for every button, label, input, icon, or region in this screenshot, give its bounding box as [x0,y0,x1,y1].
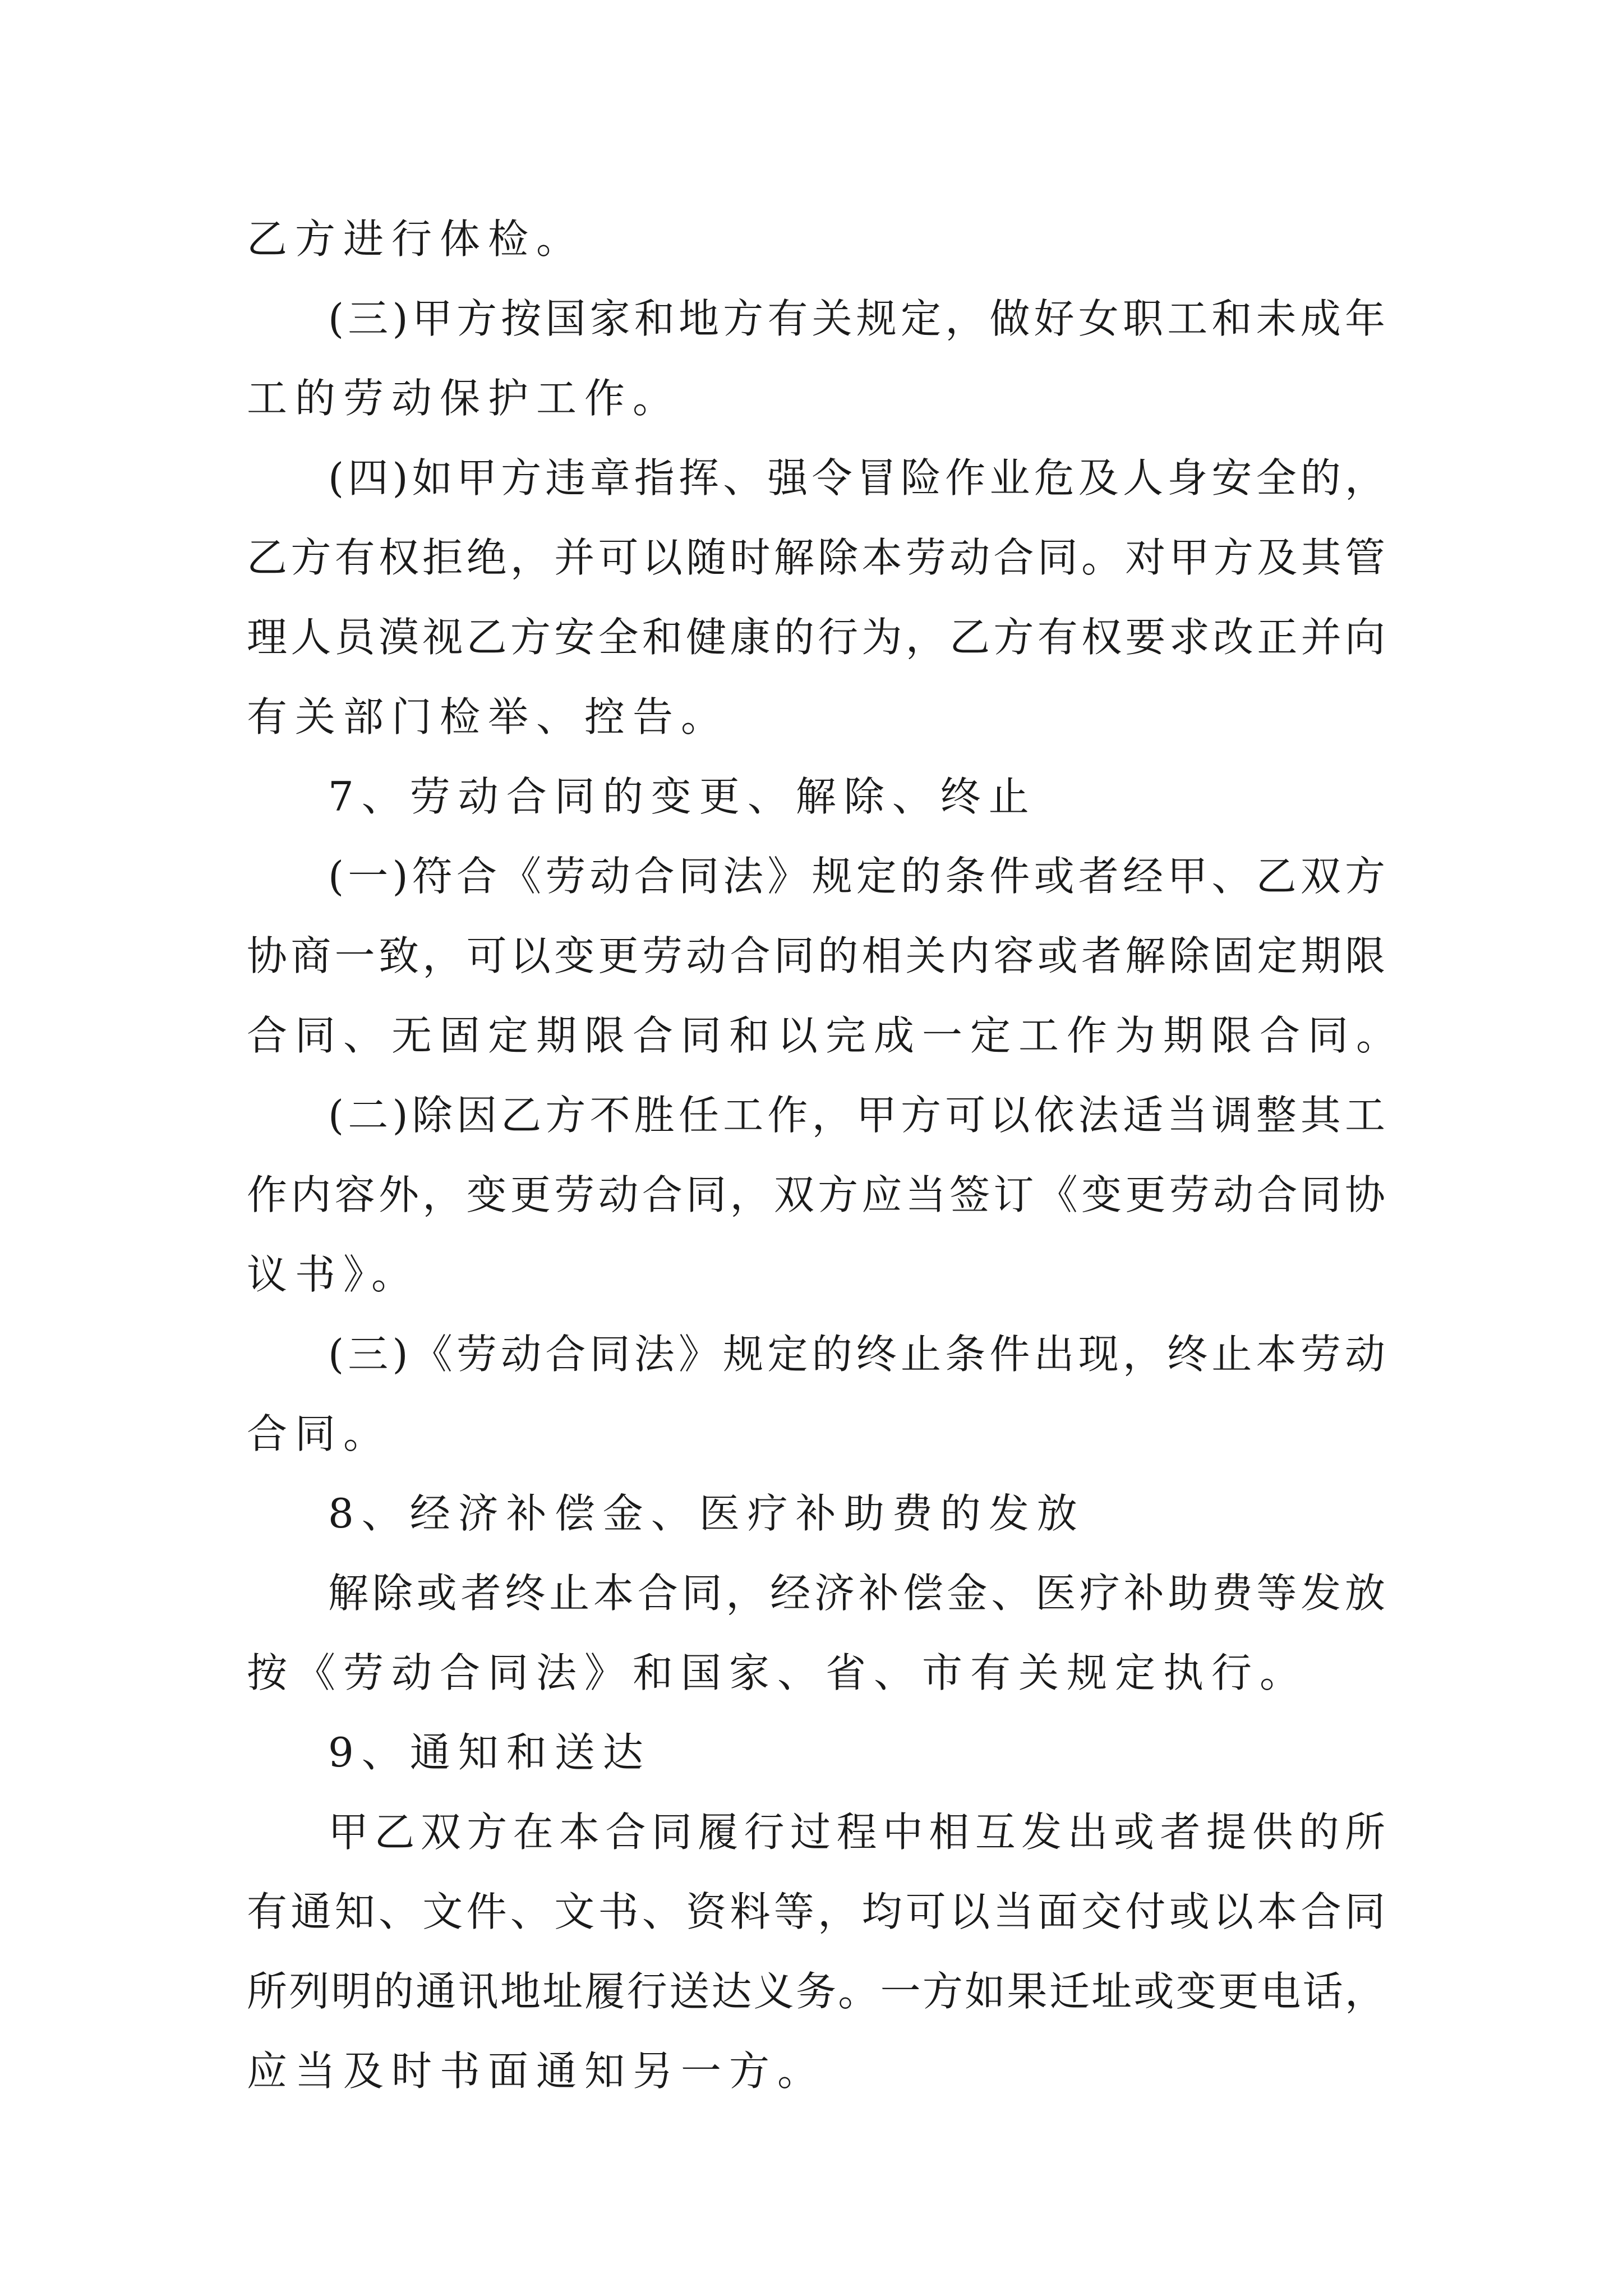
text-line: (二)除因乙方不胜任工作，甲方可以依法适当调整其工 [328,1092,1385,1139]
text-line: 合同。 [247,1410,392,1457]
section-heading: 8、经济补偿金、医疗补助费的发放 [328,1490,1085,1537]
text-line: (三)甲方按国家和地方有关规定，做好女职工和未成年 [328,295,1385,342]
text-line: 解除或者终止本合同，经济补偿金、医疗补助费等发放 [328,1570,1385,1617]
section-heading: 7、劳动合同的变更、解除、终止 [328,773,1037,820]
text-line: 协商一致，可以变更劳动合同的相关内容或者解除固定期限 [247,932,1385,979]
text-line: 有通知、文件、文书、资料等，均可以当面交付或以本合同 [247,1888,1385,1935]
text-line: (四)如甲方违章指挥、强令冒险作业危及人身安全的， [328,454,1385,501]
text-line: 有关部门检举、控告。 [247,693,730,740]
text-line: 乙方进行体检。 [247,215,585,263]
text-line: (一)符合《劳动合同法》规定的条件或者经甲、乙双方 [328,853,1385,900]
text-line: 甲乙双方在本合同履行过程中相互发出或者提供的所 [328,1809,1385,1856]
text-line: 作内容外，变更劳动合同，双方应当签订《变更劳动合同协 [247,1171,1385,1218]
text-line: 应当及时书面通知另一方。 [247,2047,826,2095]
text-line: 议书》。 [247,1251,420,1298]
text-line: 乙方有权拒绝，并可以随时解除本劳动合同。对甲方及其管 [247,534,1385,581]
text-line: 按《劳动合同法》和国家、省、市有关规定执行。 [247,1649,1308,1696]
section-heading: 9、通知和送达 [328,1729,651,1776]
text-line: 合同、无固定期限合同和以完成一定工作为期限合同。 [247,1012,1405,1059]
text-line: 工的劳动保护工作。 [247,375,681,422]
text-line: (三)《劳动合同法》规定的终止条件出现，终止本劳动 [328,1331,1385,1378]
text-line: 理人员漠视乙方安全和健康的行为，乙方有权要求改正并向 [247,614,1385,661]
text-line: 所列明的通讯地址履行送达义务。一方如果迁址或变更电话， [247,1968,1385,2015]
